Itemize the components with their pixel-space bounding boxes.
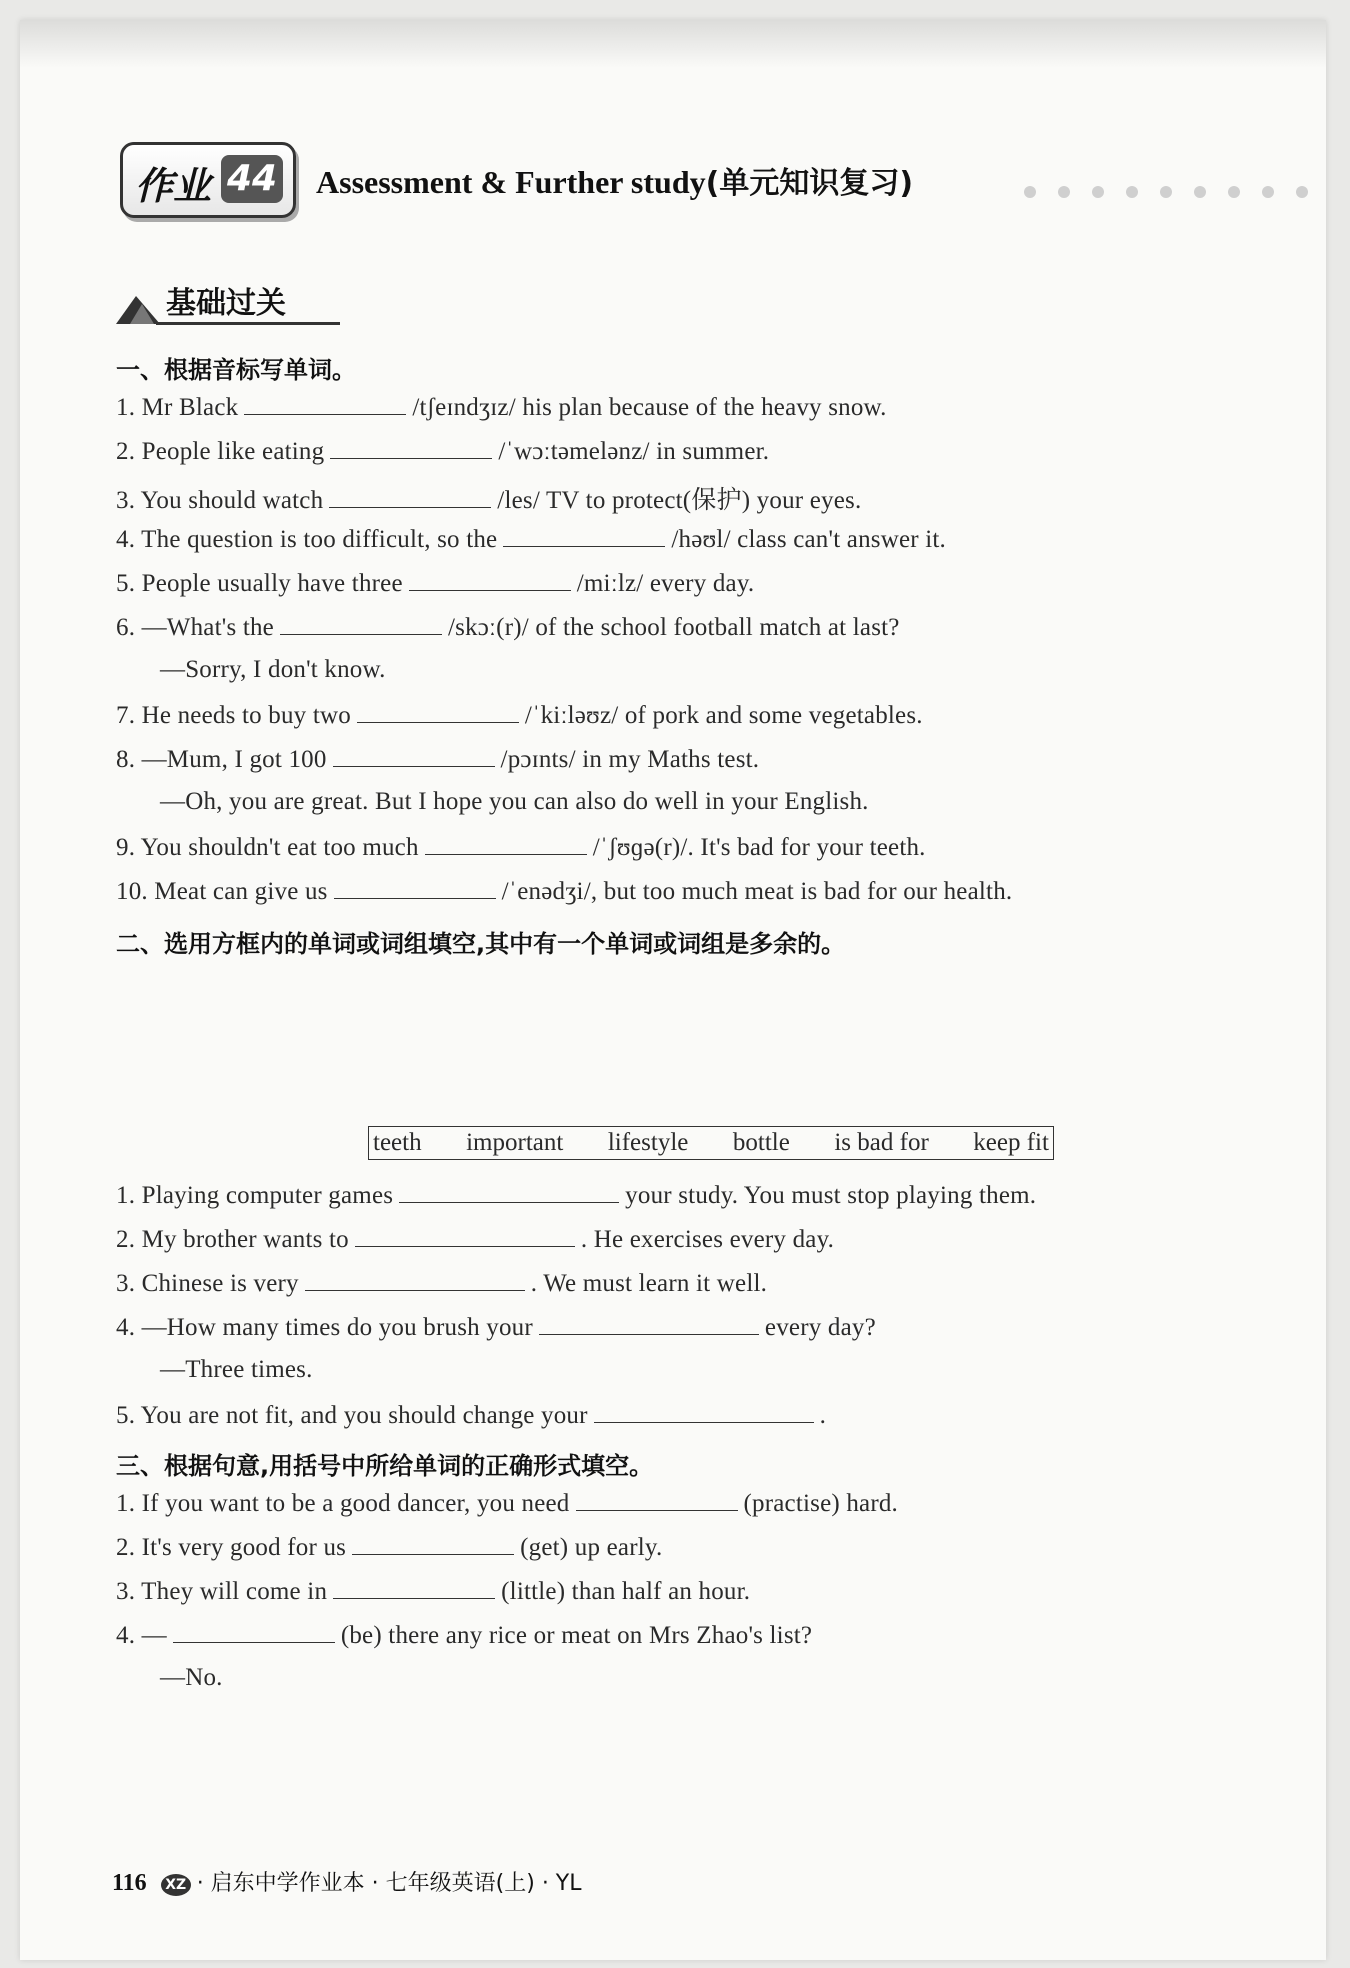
- word-option: bottle: [732, 1129, 790, 1156]
- part2-item: 4. —How many times do you brush your every day?: [116, 1314, 876, 1341]
- answer-blank[interactable]: [539, 1312, 759, 1335]
- answer-blank[interactable]: [280, 612, 442, 635]
- homework-badge: [120, 142, 296, 218]
- answer-blank[interactable]: [399, 1180, 619, 1203]
- answer-blank[interactable]: [355, 1224, 575, 1247]
- part1-item: 1. Mr Black /tʃeɪndʒɪz/ his plan because of the heavy snow.: [116, 394, 887, 421]
- part1-item: 8. —Mum, I got 100 /pɔɪnts/ in my Maths test.: [116, 746, 760, 773]
- part1-item: 2. People like eating /ˈwɔːtəmelənz/ in summer.: [116, 438, 770, 465]
- answer-blank[interactable]: [329, 485, 491, 508]
- answer-blank[interactable]: [330, 436, 492, 459]
- answer-blank[interactable]: [594, 1400, 814, 1423]
- part2-item: 2. My brother wants to . He exercises every day.: [116, 1226, 835, 1253]
- part2-item: 3. Chinese is very . We must learn it well.: [116, 1270, 768, 1297]
- part1-item: 7. He needs to buy two /ˈkiːləʊz/ of pork and some vegetables.: [116, 702, 923, 729]
- title-english: Assessment & Further study: [316, 164, 706, 200]
- part1-response: —Oh, you are great. But I hope you can also do well in your English.: [160, 788, 869, 815]
- section-underline: [156, 322, 340, 325]
- part1-item: 10. Meat can give us /ˈenədʒi/, but too much meat is bad for our health.: [116, 878, 1013, 905]
- part1-item: 4. The question is too difficult, so the /həʊl/ class can't answer it.: [116, 526, 946, 553]
- part1-item: 3. You should watch /les/ TV to protect(保护) your eyes.: [116, 487, 862, 514]
- word-option: important: [466, 1129, 564, 1156]
- title-chinese: (单元知识复习): [705, 166, 914, 201]
- answer-blank[interactable]: [305, 1268, 525, 1291]
- word-box: [368, 1126, 1054, 1160]
- part1-item: 5. People usually have three /miːlz/ every day.: [116, 570, 755, 597]
- part3-item: 3. They will come in (little) than half an hour.: [116, 1578, 751, 1605]
- part3-response: —No.: [160, 1664, 223, 1691]
- answer-blank[interactable]: [357, 700, 519, 723]
- scan-shadow: [20, 20, 1326, 68]
- part3-heading: 三、根据句意,用括号中所给单词的正确形式填空。: [116, 1452, 654, 1480]
- publisher-logo-icon: XZ: [161, 1874, 191, 1896]
- answer-blank[interactable]: [409, 568, 571, 591]
- workbook-page: [20, 20, 1326, 1960]
- word-option: lifestyle: [607, 1129, 689, 1156]
- answer-blank[interactable]: [425, 832, 587, 855]
- book-title: · 启东中学作业本 · 七年级英语(上) · YL: [196, 1871, 582, 1896]
- page-title: [316, 158, 913, 202]
- answer-blank[interactable]: [334, 876, 496, 899]
- answer-blank[interactable]: [503, 524, 665, 547]
- part1-response: —Sorry, I don't know.: [160, 656, 386, 683]
- part3-item: 2. It's very good for us (get) up early.: [116, 1534, 663, 1561]
- decorative-dots: [1024, 186, 1326, 198]
- part2-heading: 二、选用方框内的单词或词组填空,其中有一个单词或词组是多余的。: [116, 930, 846, 958]
- mountain-icon: [116, 290, 160, 324]
- page-footer: [112, 1866, 582, 1897]
- word-option: is bad for: [834, 1129, 929, 1156]
- section-heading: [116, 276, 356, 328]
- page-number: 116: [112, 1870, 147, 1896]
- part3-item: 4. — (be) there any rice or meat on Mrs Zhao's list?: [116, 1622, 813, 1649]
- part1-item: 9. You shouldn't eat too much /ˈʃʊɡə(r)/. It's bad for your teeth.: [116, 834, 926, 861]
- answer-blank[interactable]: [352, 1532, 514, 1555]
- word-option: keep fit: [973, 1129, 1049, 1156]
- part1-item: 6. —What's the /skɔː(r)/ of the school football match at last?: [116, 614, 900, 641]
- answer-blank[interactable]: [333, 1576, 495, 1599]
- section-title: 基础过关: [166, 286, 286, 321]
- answer-blank[interactable]: [333, 744, 495, 767]
- part2-item: 1. Playing computer games your study. You must stop playing them.: [116, 1182, 1037, 1209]
- answer-blank[interactable]: [244, 392, 406, 415]
- badge-label: 作业: [135, 164, 212, 208]
- badge-number: 44: [221, 155, 283, 203]
- part3-item: 1. If you want to be a good dancer, you need (practise) hard.: [116, 1490, 899, 1517]
- answer-blank[interactable]: [576, 1488, 738, 1511]
- word-option: teeth: [373, 1129, 422, 1156]
- part2-response: —Three times.: [160, 1356, 313, 1383]
- part2-item: 5. You are not fit, and you should change your .: [116, 1402, 827, 1429]
- part1-heading: 一、根据音标写单词。: [116, 356, 356, 384]
- answer-blank[interactable]: [173, 1620, 335, 1643]
